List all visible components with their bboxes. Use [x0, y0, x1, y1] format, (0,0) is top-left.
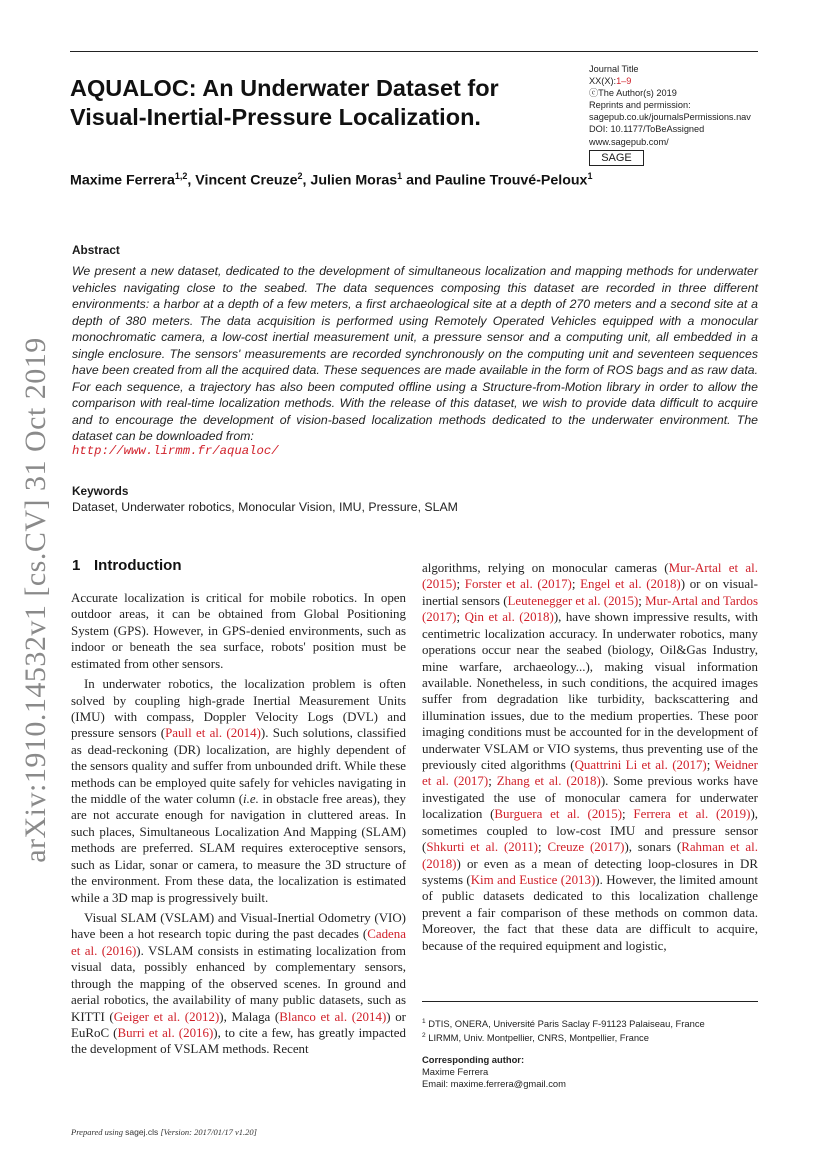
- left-column: [71, 590, 406, 1058]
- keywords-heading: Keywords: [72, 484, 129, 498]
- citation-link[interactable]: Burri et al. (2016): [117, 1024, 214, 1040]
- citation-link[interactable]: Cadena et al. (2016): [71, 926, 406, 958]
- citation-link[interactable]: Rahman et al. (2018): [422, 839, 758, 871]
- citation-link[interactable]: Leutenegger et al. (2015): [507, 592, 639, 608]
- author-1-affil: 1,2: [174, 171, 188, 181]
- corresponding-email: Email: maxime.ferrera@gmail.com: [422, 1078, 566, 1090]
- author-1: Maxime Ferrera: [70, 172, 175, 189]
- section-number: 1: [72, 557, 81, 574]
- section-title: Introduction: [94, 557, 182, 574]
- journal-info: [589, 63, 789, 148]
- citation-link[interactable]: Quattrini Li et al. (2017): [574, 757, 707, 773]
- author-list: [70, 171, 770, 189]
- citation-link[interactable]: Creuze (2017): [547, 839, 625, 855]
- author-2: , Vincent Creuze: [187, 172, 298, 189]
- title-line-2: Visual-Inertial-Pressure Localization.: [70, 104, 481, 130]
- citation-link[interactable]: Blanco et al. (2014): [279, 1008, 387, 1024]
- citation-link[interactable]: Burguera et al. (2015): [494, 806, 623, 822]
- paragraph-3: Visual SLAM (VSLAM) and Visual-Inertial Odometry (VIO) have been a hot research topic during the past decades (Cadena et al. (2016)). VSLAM consists in estimating localization from visual data, possibly enhanced by complementary sensors, through the mapping of the observed scenes. In ground and aerial robotics, the availability of many public datasets, such as KITTI (Geiger et al. (2012)), Malaga (Blanco et al. (2014)) or EuRoC (Burri et al. (2016)), to cite a few, has greatly impacted the development of VSLAM methods. Recent: [71, 910, 406, 1057]
- copyright-line: ⓒThe Author(s) 2019: [589, 88, 677, 99]
- keywords-text: Dataset, Underwater robotics, Monocular Vision, IMU, Pressure, SLAM: [72, 500, 458, 514]
- arxiv-stamp-text: arXiv:1910.14532v1 [cs.CV] 31 Oct 2019: [19, 337, 52, 863]
- citation-link[interactable]: Kim and Eustice (2013): [470, 872, 596, 888]
- citation-link[interactable]: Forster et al. (2017): [464, 576, 572, 592]
- journal-pages-link[interactable]: 1–9: [616, 76, 632, 87]
- page-footer: Prepared using sagej.cls [Version: 2017/01/17 v1.20]: [71, 1127, 257, 1137]
- paragraph-2: In underwater robotics, the localization problem is often solved by coupling high-grade Inertial Measurement Units (IMU) with compass, Doppler Velocity Logs (DVL) and pressure sensors (Paull et al. (2014)). Such solutions, classified as dead-reckoning (DR) localization, are highly dependent of the sensors quality and suffer from unbounded drift. While these methods can be employed quite safely for vehicles navigating in the middle of the water column (i.e. in obstacle free areas), they are not accurate enough for navigation in cluttered areas. In such places, Simultaneous Localization And Mapping (SLAM) methods are preferred. SLAM requires exteroceptive sensors, such as Lidar, sonar or camera, to measure the 3D structure of the environment. From these data, the localization is estimated while a 3D map is progressively built.: [71, 676, 406, 905]
- header-top-rule: [70, 51, 758, 52]
- permissions-url: sagepub.co.uk/journalsPermissions.nav: [589, 112, 751, 123]
- citation-link[interactable]: Qin et al. (2018): [464, 609, 554, 625]
- reprints-line: Reprints and permission:: [589, 100, 691, 111]
- paper-title: [70, 74, 550, 132]
- paragraph-4: algorithms, relying on monocular cameras (Mur-Artal et al. (2015); Forster et al. (2017); Engel et al. (2018)) or on visual-inertial sensors (Leutenegger et al. (2015); Mur-Artal and Tardos (2017); Qin et al. (2018)), have shown impressive results, with centimetric localization accuracy. In underwater robotics, many operations occur near the seabed (biology, Oil&Gas Industry, mine warfare, archaeology...), making visual information available. Nonetheless, in such conditions, the acquired images suffer from degradation like turbidity, backscattering and illumination issues, due to the medium properties. These poor imaging conditions must be accounted for in the development of underwater VSLAM or VIO systems, thus preventing use of the previously cited algorithms (Quattrini Li et al. (2017); Weidner et al. (2017); Zhang et al. (2018)). Some previous works have investigated the use of monocular camera for underwater localization (Burguera et al. (2015); Ferrera et al. (2019)), sometimes coupled to low-cost IMU and pressure sensor (Shkurti et al. (2011); Creuze (2017)), sonars (Rahman et al. (2018)) or even as a mean of detecting loop-closures in DR systems (Kim and Eustice (2013)). However, the limited amount of public datasets dedicated to this localization challenge prevent a fair comparison of these methods on common data. Moreover, the fact that these data are difficult to acquire, because of the required equipment and logistic,: [422, 560, 758, 953]
- section-heading: [72, 557, 181, 574]
- citation-link[interactable]: Ferrera et al. (2019): [633, 806, 751, 822]
- journal-volume: XX(X):: [589, 76, 617, 87]
- dataset-url-link[interactable]: http://www.lirmm.fr/aqualoc/: [72, 444, 279, 458]
- citation-link[interactable]: Mur-Artal et al. (2015): [422, 560, 758, 592]
- author-3: , Julien Moras: [302, 172, 398, 189]
- citation-link[interactable]: Weidner et al. (2017): [422, 757, 758, 789]
- author-2-affil: 2: [297, 171, 303, 181]
- sage-logo: SAGE: [589, 150, 644, 166]
- doi-line: DOI: 10.1177/ToBeAssigned: [589, 124, 705, 135]
- title-line-1: AQUALOC: An Underwater Dataset for: [70, 75, 499, 101]
- journal-title: Journal Title: [589, 64, 639, 74]
- author-3-affil: 1: [397, 171, 403, 181]
- right-column: [422, 560, 758, 954]
- journal-volume-pages: [589, 75, 789, 87]
- citation-link[interactable]: Mur-Artal and Tardos (2017): [422, 592, 758, 625]
- abstract-heading: Abstract: [72, 243, 120, 257]
- citation-link[interactable]: Zhang et al. (2018): [496, 773, 601, 789]
- paragraph-1: Accurate localization is critical for mobile robotics. In open outdoor areas, it can be obtained from Global Positioning System (GPS). However, in GPS-denied environments, such as indoor or beneath the sea surface, robots' position must be estimated from other sensors.: [71, 590, 406, 671]
- citation-link[interactable]: Paull et al. (2014): [165, 725, 261, 741]
- citation-link[interactable]: Shkurti et al. (2011): [426, 839, 538, 855]
- footnote-rule: [422, 1001, 758, 1002]
- citation-link[interactable]: Engel et al. (2018): [580, 576, 681, 592]
- publisher-site: www.sagepub.com/: [589, 136, 669, 147]
- footnote-1: $^1$ DTIS, ONERA, Université Paris Saclay F-91123 Palaiseau, France: [422, 1018, 705, 1030]
- citation-link[interactable]: Geiger et al. (2012): [113, 1008, 220, 1024]
- author-4-affil: 1: [587, 171, 593, 181]
- abstract-text: We present a new dataset, dedicated to the development of simultaneous localization and mapping methods for underwater vehicles navigating close to the seabed. The data sequences composing this dataset are recorded in three different environments: a harbor at a depth of a few meters, a first archaeological site at a depth of 270 meters and a second site at a depth of 380 meters. The data acquisition is performed using Remotely Operated Vehicles equipped with a monocular monochromatic camera, a low-cost inertial measurement unit, a pressure sensor and a computing unit, all embedded in a single enclosure. The sensors' measurements are recorded synchronously on the computing unit and seventeen sequences have been created from all the acquired data. These sequences are made available in the form of ROS bags and as raw data. For each sequence, a trajectory has also been computed offline using a Structure-from-Motion library in order to allow the comparison with real-time localization methods. With the release of this dataset, we wish to provide data difficult to acquire and to encourage the development of vision-based localization methods dedicated to the underwater environment. The dataset can be downloaded from:: [72, 264, 758, 443]
- corresponding-name: Maxime Ferrera: [422, 1065, 489, 1077]
- corresponding-heading: Corresponding author:: [422, 1053, 525, 1065]
- footnotes: [422, 1016, 758, 1090]
- footnote-2: $^2$ LIRMM, Univ. Montpellier, CNRS, Montpellier, France: [422, 1032, 649, 1044]
- author-4: and Pauline Trouvé-Peloux: [402, 172, 588, 189]
